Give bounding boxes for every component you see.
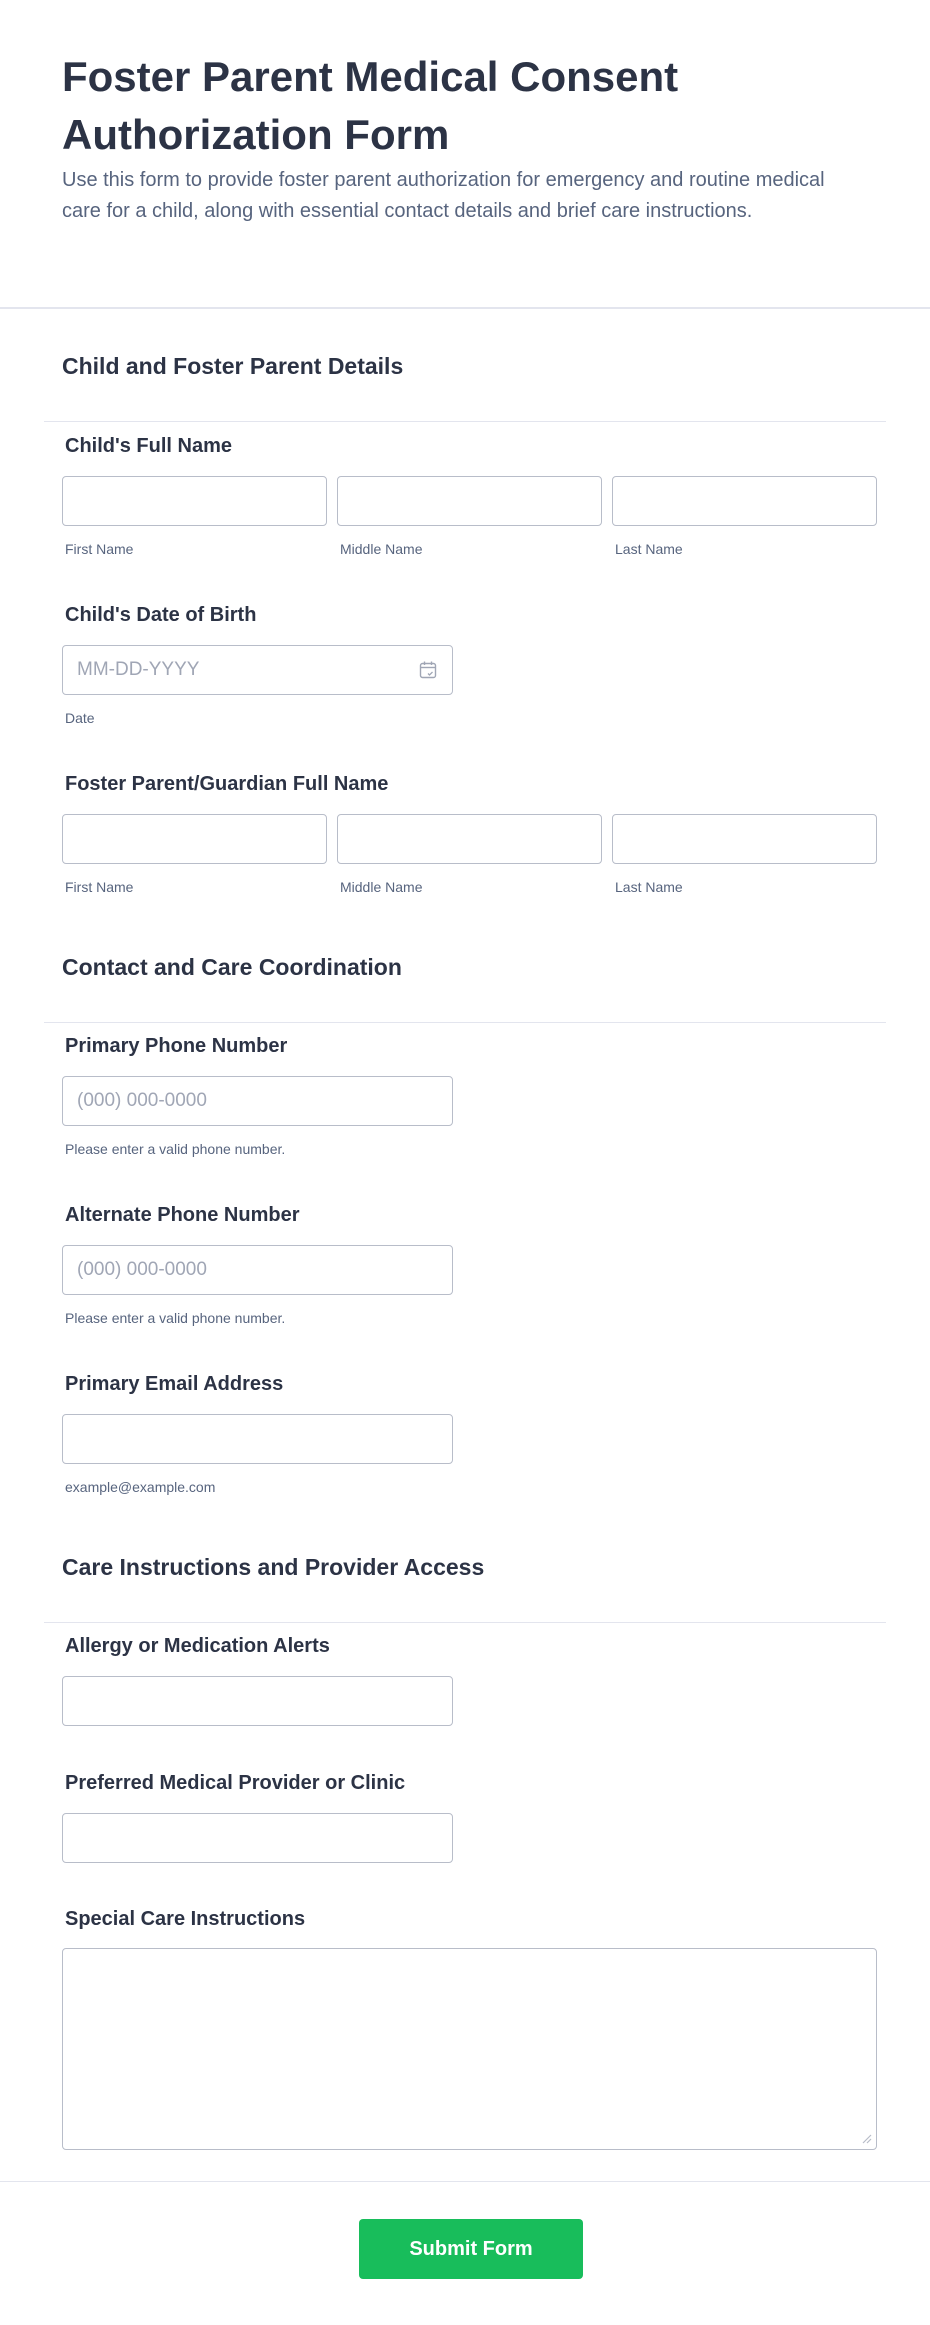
submit-button[interactable]: Submit Form bbox=[359, 2219, 583, 2279]
child-first-name-sublabel: First Name bbox=[65, 541, 134, 557]
instructions-label: Special Care Instructions bbox=[65, 1908, 306, 1930]
guardian-first-name-sublabel: First Name bbox=[65, 879, 134, 895]
child-first-name-input[interactable] bbox=[62, 476, 327, 526]
child-last-name-input[interactable] bbox=[612, 476, 877, 526]
section-heading: Contact and Care Coordination bbox=[62, 954, 402, 980]
child-middle-name-sublabel: Middle Name bbox=[340, 541, 423, 557]
provider-input[interactable] bbox=[62, 1813, 453, 1863]
email-sublabel: example@example.com bbox=[65, 1479, 216, 1495]
guardian-name-label: Foster Parent/Guardian Full Name bbox=[65, 773, 389, 795]
allergy-label: Allergy or Medication Alerts bbox=[65, 1635, 330, 1657]
allergy-input[interactable] bbox=[62, 1676, 453, 1726]
footer-divider bbox=[0, 2181, 930, 2182]
form-title: Foster Parent Medical Consent Authorization Form bbox=[62, 53, 679, 158]
child-middle-name-input[interactable] bbox=[337, 476, 602, 526]
child-dob-input[interactable] bbox=[62, 645, 453, 695]
child-last-name-sublabel: Last Name bbox=[615, 541, 683, 557]
child-name-label: Child's Full Name bbox=[65, 435, 233, 457]
child-dob-sublabel: Date bbox=[65, 710, 95, 726]
primary-phone-label: Primary Phone Number bbox=[65, 1035, 288, 1057]
resize-grip-icon[interactable] bbox=[860, 2132, 872, 2144]
guardian-last-name-input[interactable] bbox=[612, 814, 877, 864]
child-dob-label: Child's Date of Birth bbox=[65, 604, 257, 626]
primary-phone-input[interactable] bbox=[62, 1076, 453, 1126]
provider-label: Preferred Medical Provider or Clinic bbox=[65, 1772, 406, 1794]
form-subtitle: Use this form to provide foster parent authorization for emergency and routine medical care for a child, along with essential contact details and brief care instructions. bbox=[62, 169, 825, 222]
guardian-last-name-sublabel: Last Name bbox=[615, 879, 683, 895]
alternate-phone-label: Alternate Phone Number bbox=[65, 1204, 300, 1226]
form-header bbox=[0, 0, 930, 309]
section-contact-care bbox=[44, 953, 886, 1023]
primary-phone-sublabel: Please enter a valid phone number. bbox=[65, 1141, 286, 1157]
guardian-middle-name-sublabel: Middle Name bbox=[340, 879, 423, 895]
section-child-foster-details bbox=[44, 352, 886, 422]
guardian-first-name-input[interactable] bbox=[62, 814, 327, 864]
email-input[interactable] bbox=[62, 1414, 453, 1464]
section-heading: Child and Foster Parent Details bbox=[62, 353, 404, 379]
instructions-textarea[interactable] bbox=[62, 1948, 877, 2150]
section-care-instructions bbox=[44, 1553, 886, 1623]
alternate-phone-input[interactable] bbox=[62, 1245, 453, 1295]
email-label: Primary Email Address bbox=[65, 1373, 284, 1395]
alternate-phone-sublabel: Please enter a valid phone number. bbox=[65, 1310, 286, 1326]
calendar-icon[interactable] bbox=[418, 660, 438, 680]
section-heading: Care Instructions and Provider Access bbox=[62, 1554, 485, 1580]
guardian-middle-name-input[interactable] bbox=[337, 814, 602, 864]
